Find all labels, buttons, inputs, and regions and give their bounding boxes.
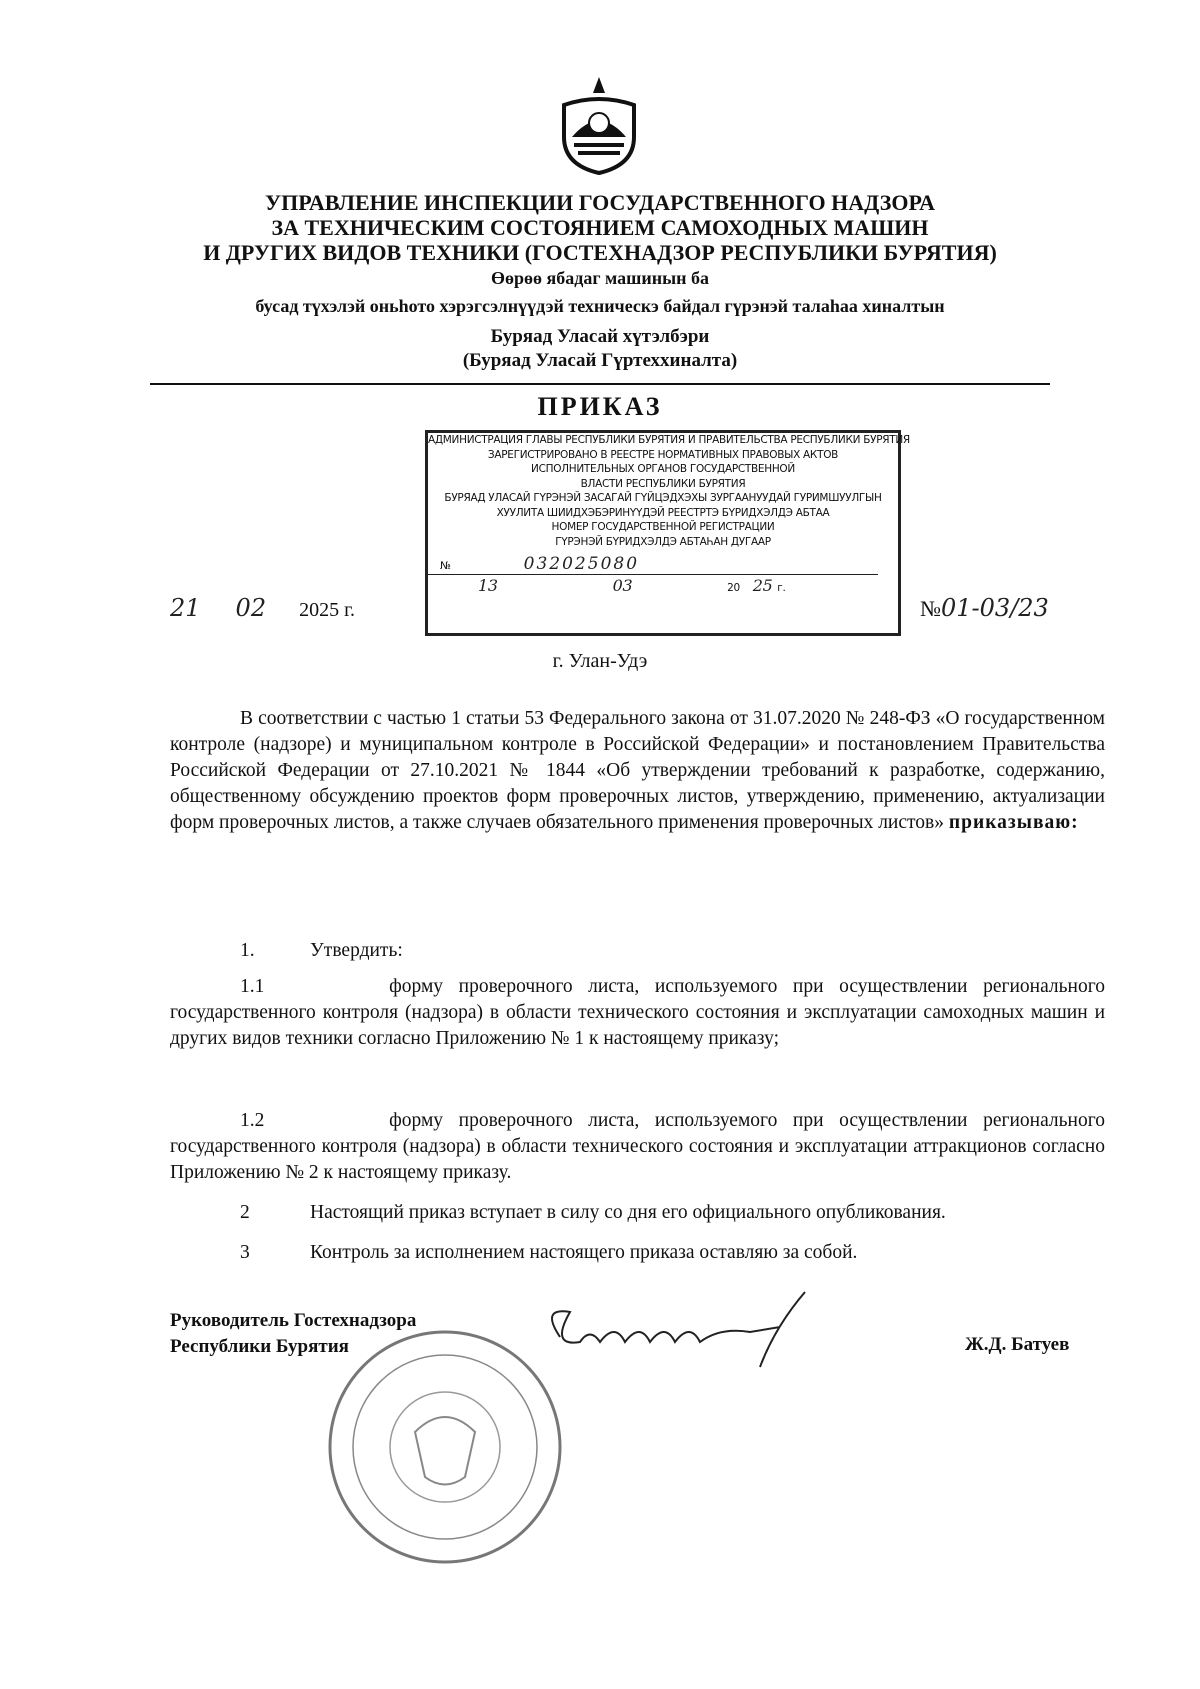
stamp-no-label: № [440,560,451,572]
stamp-line: БУРЯАД УЛАСАЙ ГҮРЭНЭЙ ЗАСАГАЙ ГҮЙЦЭДХЭХЫ ЗУРГААНУУДАЙ ГУРИМШУУЛГЫН [444,492,882,504]
stamp-month: 03 [612,575,633,595]
signatory-name: Ж.Д. Батуев [965,1334,1070,1355]
stamp-line: ХУУЛИТА ШИИДХЭБЭРИНҮҮДЭЙ РЕЕСТРТЭ БҮРИДХЭЛДЭ АБТАА [496,506,830,519]
buryat-title-line: (Буряад Уласай Гүртеххиналта) [462,350,738,371]
official-seal [320,1322,570,1572]
buryat-title-line: Өөрөө ябадаг машинын ба [490,268,710,288]
item-number: 1. [240,940,255,961]
position-line: Республики Бурятия [170,1336,349,1357]
position-line: Руководитель Гостехнадзора [170,1310,417,1331]
item-text: Настоящий приказ вступает в силу со дня его официального опубликования. [310,1202,946,1223]
buryat-title-line: бусад түхэлэй оньһото хэрэгсэлнүүдэй техническэ байдал гүрэнэй талаһаа хиналтын [255,296,945,316]
item-number: 1.1 [240,976,265,997]
order-verb: приказываю: [948,812,1079,833]
list-item [170,974,1105,1052]
stamp-line: ЗАРЕГИСТРИРОВАНО В РЕЕСТРЕ НОРМАТИВНЫХ ПРАВОВЫХ АКТОВ [487,448,839,461]
agency-title-line: УПРАВЛЕНИЕ ИНСПЕКЦИИ ГОСУДАРСТВЕННОГО НАДЗОРА [264,190,936,215]
header-divider [150,383,1050,385]
city: г. Улан-Удэ [552,650,648,672]
stamp-line: ГҮРЭНЭЙ БҮРИДХЭЛДЭ АБТАҺАН ДУГААР [555,535,771,548]
number-value: 01-03/23 [941,594,1049,622]
item-number: 2 [240,1202,250,1223]
buryat-title-line: Буряад Уласай хүтэлбэри [490,326,710,347]
stamp-line: ВЛАСТИ РЕСПУБЛИКИ БУРЯТИЯ [580,477,746,490]
number-label: № [920,596,941,621]
item-number: 1.2 [240,1110,265,1131]
stamp-year-prefix: 20 [727,581,740,594]
stamp-line: НОМЕР ГОСУДАРСТВЕННОЙ РЕГИСТРАЦИИ [551,521,775,533]
document-number [920,594,1049,622]
item-number: 3 [240,1242,250,1263]
agency-title-line: ЗА ТЕХНИЧЕСКИМ СОСТОЯНИЕМ САМОХОДНЫХ МАШИН [271,215,929,240]
list-item [170,1108,1105,1186]
registration-stamp [425,430,910,636]
agency-title [0,190,1200,265]
list-item [170,1200,1105,1226]
document-date [170,594,355,622]
stamp-line: ИСПОЛНИТЕЛЬНЫХ ОРГАНОВ ГОСУДАРСТВЕННОЙ [531,463,795,475]
item-text: форму проверочного листа, используемого при осуществлении регионального государственного контроля (надзора) в области технического состояния и эксплуатации самоходных машин и других видов техники согласно Приложению № 1 к настоящему приказу; [170,976,1105,1049]
item-text: Утвердить: [310,940,403,961]
date-day: 21 [170,594,201,622]
list-item [170,1240,1105,1266]
coat-of-arms-icon [558,75,640,175]
item-text: форму проверочного листа, используемого при осуществлении регионального государственного контроля (надзора) в области технического состояния и эксплуатации аттракционов согласно Приложению № 2 к настоящему приказу. [170,1110,1105,1183]
stamp-day: 13 [478,575,498,595]
item-text: Контроль за исполнением настоящего приказа оставляю за собой. [310,1242,858,1263]
stamp-year-suffix: г. [777,581,786,594]
preamble [170,706,1105,836]
document-type: ПРИКАЗ [537,392,663,421]
date-year: 2025 г. [299,599,356,621]
stamp-year: 25 [752,575,773,595]
agency-title-line: И ДРУГИХ ВИДОВ ТЕХНИКИ (ГОСТЕХНАДЗОР РЕСПУБЛИКИ БУРЯТИЯ) [203,240,997,265]
stamp-line: АДМИНИСТРАЦИЯ ГЛАВЫ РЕСПУБЛИКИ БУРЯТИЯ И ПРАВИТЕЛЬСТВА РЕСПУБЛИКИ БУРЯТИЯ [428,434,910,446]
list-item [170,938,1105,964]
preamble-text: В соответствии с частью 1 статьи 53 Федерального закона от 31.07.2020 № 248-ФЗ «О государственном контроле (надзоре) и муниципальном контроле в Российской Федерации» и постановлением Правительства Российской Федерации от 27.10.2021 № 1844 «Об утверждении требований к разработке, содержанию, общественному обсуждению проектов форм проверочных листов, утверждению, применению, актуализации форм проверочных листов, а также случаев обязательного применения проверочных листов» [170,708,1105,833]
stamp-reg-number: 032025080 [523,554,640,574]
date-month: 02 [235,594,267,622]
